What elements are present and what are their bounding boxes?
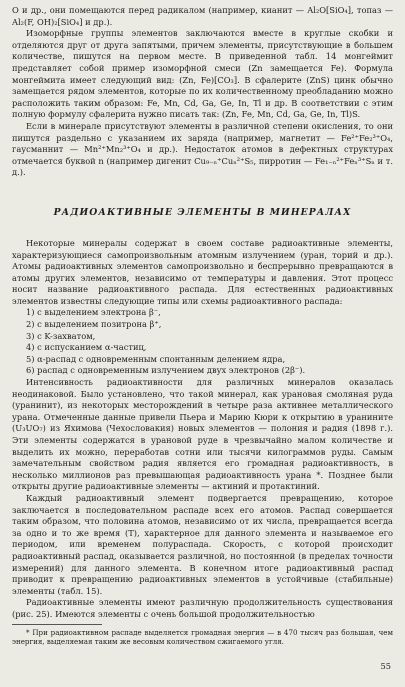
section-heading: РАДИОАКТИВНЫЕ ЭЛЕМЕНТЫ В МИНЕРАЛАХ [53,206,352,218]
paragraph-radioactive: Некоторые минералы содержат в своем составе радиоактивные элементы, характеризующиеся самопроизвольным атомным излучением (уран, торий и др.). Атомы радиоактивных элементов самопроизвольно и беспрерывно превращаются в атомы других элементов, независимо от температуры и давления. Этот процесс носит название радиоактивного распада. Для естественных радиоактивных элементов известны следующие типы или схемы радиоактивного распада: [12,237,393,306]
paragraph-valence: Если в минерале присутствуют элементы в различной степени окисления, то они пишутся раздельно с указанием их заряда (например, магнетит — Fe²⁺Fe₂³⁺O₄, гаусманнит — Mn²⁺Mn₂³⁺O₄ и др.). Недостаток атомов в дефектных структурах отмечается буквой n (например дигенит Cu₉₋ₙ⁺Cuₙ²⁺S₅, пирротин — Fe₁₋ₙ²⁺Feₙ³⁺Sₙ и т. д.). [12,120,393,178]
list-item: 3) с K-захватом, [26,330,96,341]
list-item: 2) с выделением позитрона β⁺, [26,319,162,330]
list-item: 5) α-распад с одновременным спонтанным делением ядра, [26,353,286,364]
paragraph-isomorphic-groups: Изоморфные группы элементов заключаются вместе в круглые скобки и отделяются друг от друга запятыми, причем элементы, присутствующие в большем количестве, пишутся на первом месте. В приведенной табл. 14 монгеймит представляет собой пример изоморфной смеси (Zn замещается Fe). Формула монгеймита имеет следующий вид: (Zn, Fe)[CO₃]. В сфалерите (ZnS) цинк обычно замещается рядом элементов, которые по их количественному преобладанию можно расположить таким образом: Fe, Mn, Cd, Ga, Ge, In, Tl и др. В соответствии с этим полную формулу сфалерита нужно писать так: (Zn, Fe, Mn, Cd, Ga, Ge, In, Tl)S. [12,28,393,120]
list-item: 6) распад с одновременным излучением двух электронов (2β⁻). [26,365,306,376]
paragraph-intro: О и др., они помещаются перед радикалом (например, кианит — Al₂O[SiO₄], топаз — Al₂(F, OH)₂[SiO₄] и др.). [12,5,393,27]
page-number: 55 [380,661,391,671]
footnote: * При радиоактивном распаде выделяется громадная энергия — в 470 тысяч раз большая, чем энергия, выделяемая таким же весовым количеством сжигаемого угля. [12,627,393,647]
footnote-divider [12,624,102,625]
list-item: 1) с выделением электрона β⁻, [26,307,161,318]
paragraph-intensity: Интенсивность радиоактивности для различных минералов оказалась неодинаковой. Было установлено, что такой минерал, как урановая смоляная руда (уранинит), из некоторых месторождений в четыре раза активнее металлического урана. Отмеченные данные привели Пьера и Марию Кюри к открытию в уранините (U₃UO₇) из Яхимова (Чехословакия) новых элементов — полония и радия (1898 г.). Эти элементы содержатся в урановой руде в чрезвычайно малом количестве и выделить их можно, переработав сотни или тысячи килограммов руды. Самым замечательным свойством радия является его громадная радиоактивность, в несколько миллионов раз превышающая радиоактивность урана *. Позднее были открыты другие радиоактивные элементы — актиний и протактиний. [12,377,393,492]
decay-type-list [12,307,393,377]
paragraph-existence: Радиоактивные элементы имеют различную продолжительность существования (рис. 25). Имеются элементы с очень большой продолжительностью [12,597,393,619]
paragraph-transformation: Каждый радиоактивный элемент подвергается превращению, которое заключается в последовательном распаде всех его атомов. Распад совершается таким образом, что половина атомов, независимо от их числа, превращается всегда за одно и то же время (T), характерное для данного элемента и называемое его периодом, или временем полураспада. Скорость, с которой происходит радиоактивный распад, оказывается различной, но постоянной (в пределах точности измерений) для данного элемента. В конечном итоге радиоактивный распад приводит к превращению радиоактивных элементов в устойчивые (стабильные) элементы (табл. 15). [12,492,393,596]
list-item: 4) с испусканием α-частиц, [26,342,147,353]
